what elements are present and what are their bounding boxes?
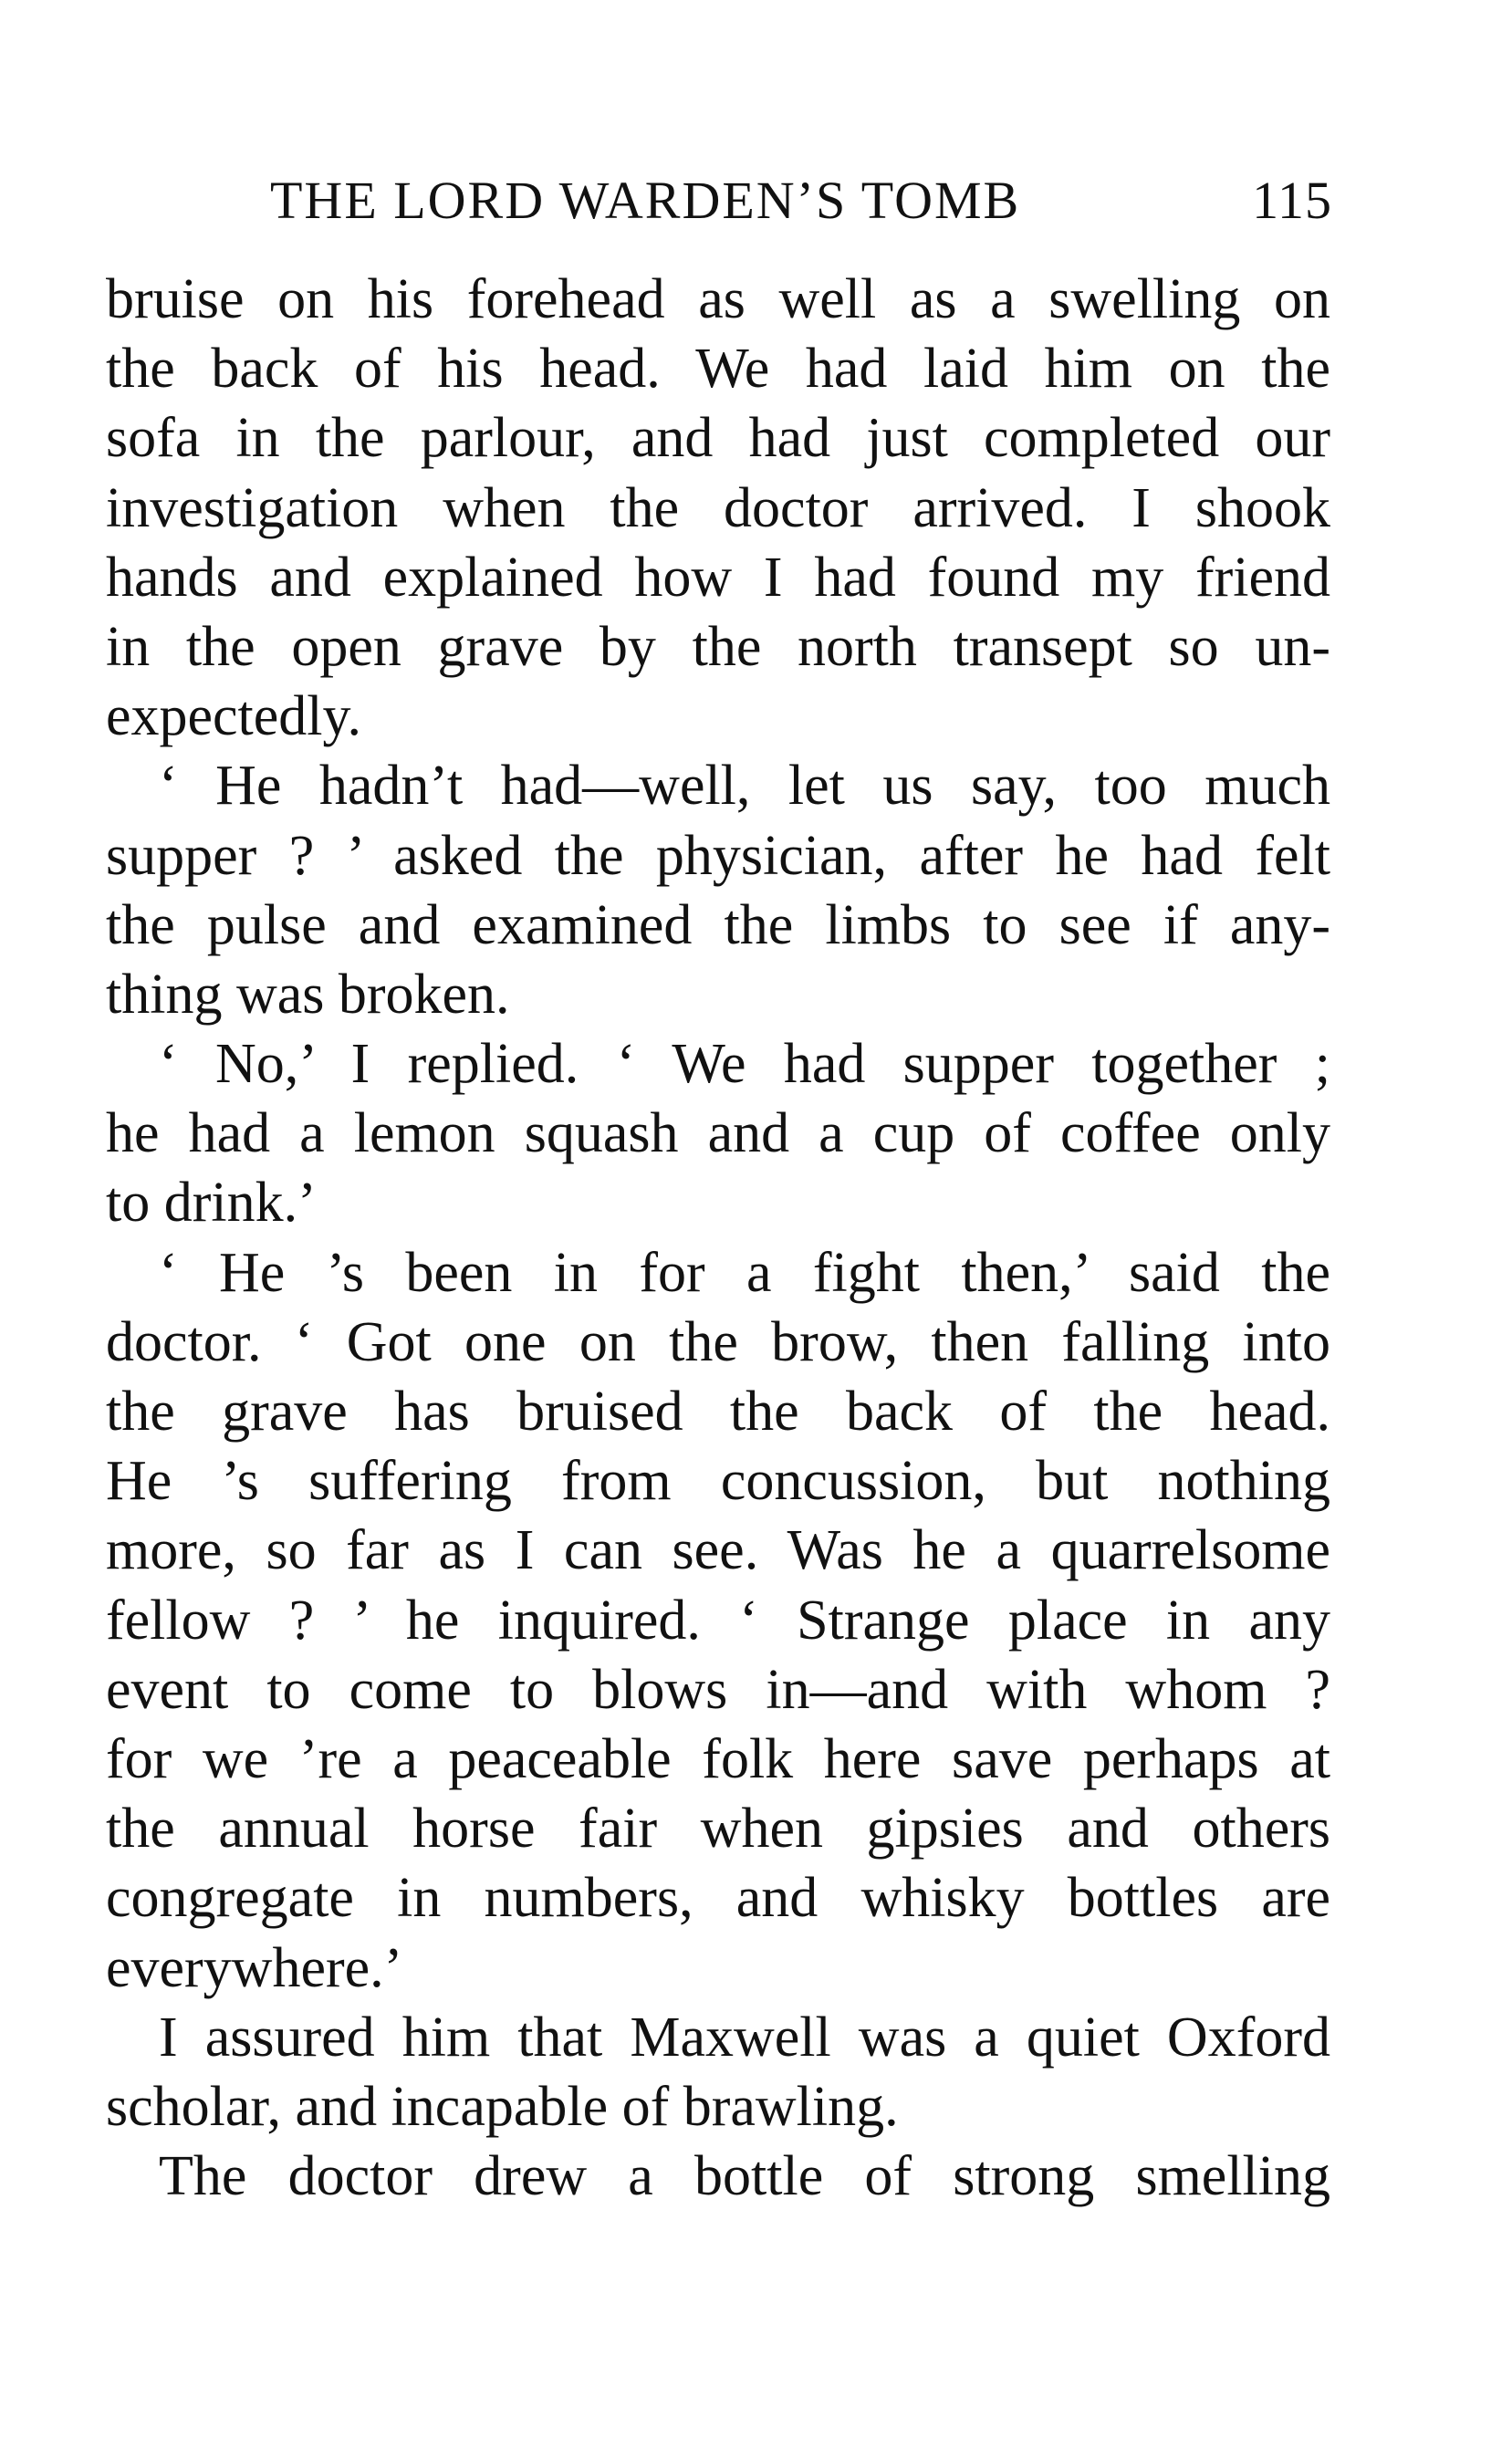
text-line: the annual horse fair when gipsies and others (106, 1798, 1330, 1861)
text-line: for we ’re a peaceable folk here save perhaps at (106, 1727, 1330, 1790)
text-line: sofa in the parlour, and had just completed our (106, 407, 1330, 470)
text-line: congregate in numbers, and whisky bottles are (106, 1867, 1330, 1930)
text-line: bruise on his forehead as well as a swelling on (106, 268, 1330, 330)
text-line: hands and explained how I had found my friend (106, 546, 1330, 609)
text-line: the pulse and examined the limbs to see if any- (106, 893, 1330, 956)
text-line: doctor. ‘ Got one on the brow, then falling into (106, 1310, 1330, 1373)
text-line: ‘ No,’ I replied. ‘ We had supper together ; (159, 1033, 1330, 1096)
text-line: investigation when the doctor arrived. I shook (106, 476, 1330, 539)
text-line: the grave has bruised the back of the head. (106, 1381, 1330, 1443)
text-line: the back of his head. We had laid him on the (106, 338, 1330, 401)
text-line: more, so far as I can see. Was he a quarrelsome (106, 1519, 1330, 1582)
text-line: he had a lemon squash and a cup of coffee only (106, 1102, 1330, 1165)
running-title: THE LORD WARDEN’S TOMB (270, 171, 1021, 230)
text-line: supper ? ’ asked the physician, after he had felt (106, 824, 1330, 887)
text-line: everywhere.’ (106, 1936, 403, 1999)
text-line: expectedly. (106, 685, 361, 748)
text-line: I assured him that Maxwell was a quiet Oxford (159, 2006, 1330, 2069)
text-line: He ’s suffering from concussion, but nothing (106, 1450, 1330, 1513)
text-line: in the open grave by the north transept so un- (106, 615, 1330, 678)
text-line: thing was broken. (106, 963, 510, 1026)
page-header (270, 164, 1332, 237)
page-number: 115 (1252, 171, 1332, 230)
text-line: event to come to blows in—and with whom ? (106, 1658, 1330, 1721)
text-line: The doctor drew a bottle of strong smelling (159, 2145, 1330, 2208)
text-line: scholar, and incapable of brawling. (106, 2075, 899, 2138)
text-line: ‘ He hadn’t had—well, let us say, too much (159, 755, 1330, 818)
text-line: fellow ? ’ he inquired. ‘ Strange place in any (106, 1589, 1330, 1652)
text-line: to drink.’ (106, 1172, 317, 1235)
text-line: ‘ He ’s been in for a fight then,’ said the (159, 1241, 1330, 1304)
body-text (106, 265, 1330, 2211)
